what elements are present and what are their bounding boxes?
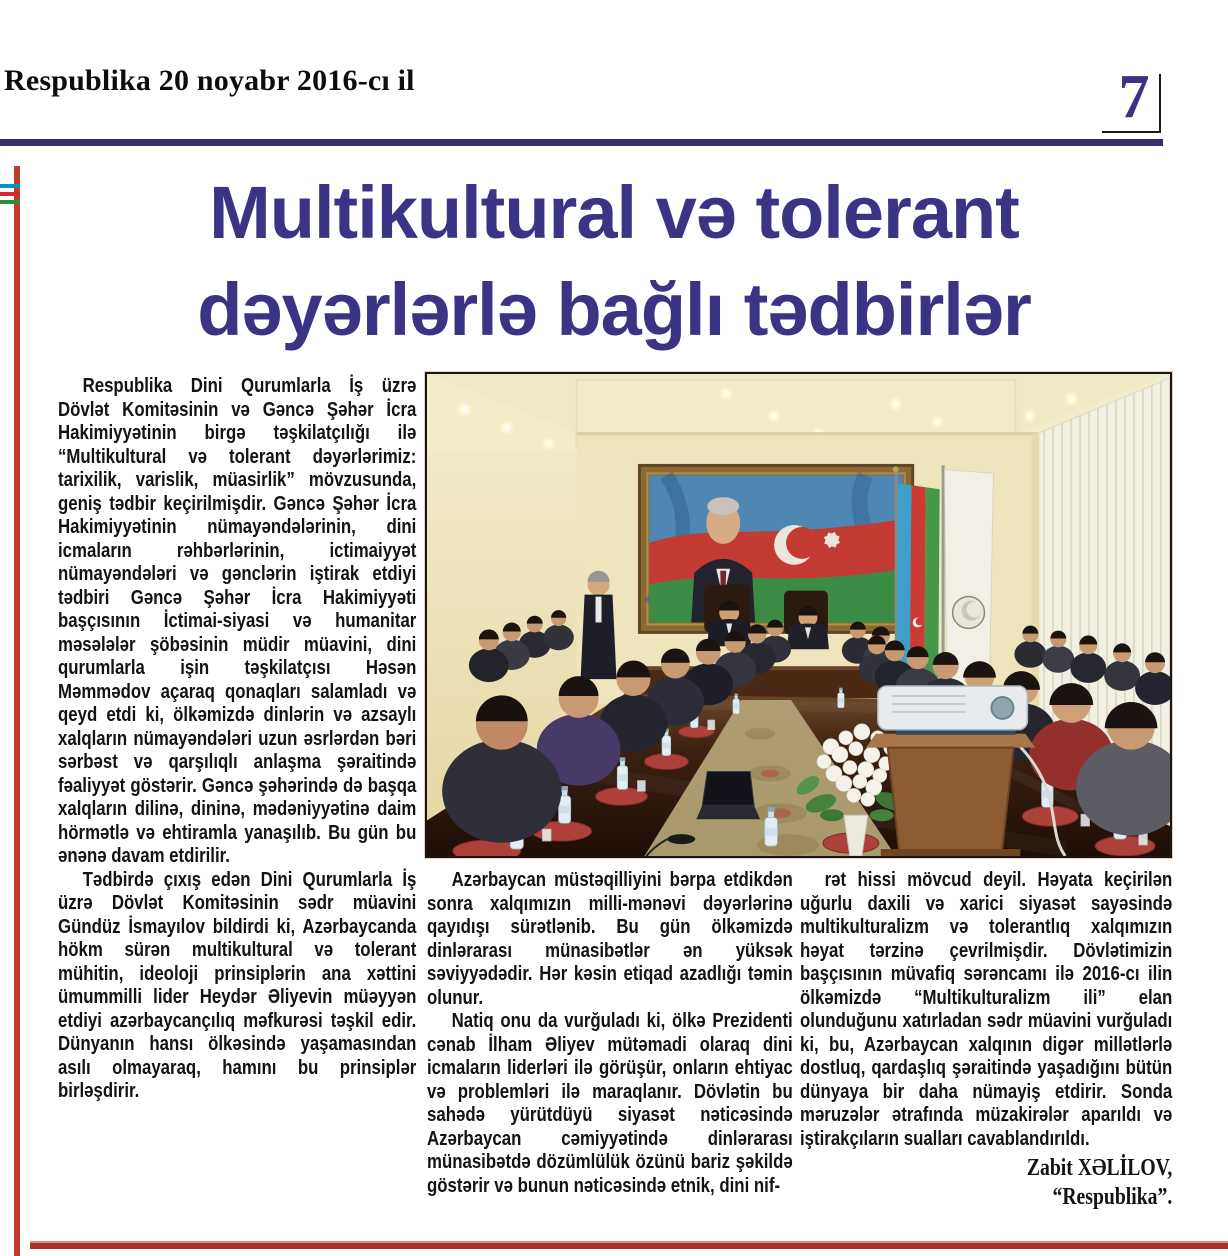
paragraph: Azərbaycan müstəqilliyini bərpa etdikdən sonra xalqımızın milli-mənəvi dəyərlərinə qayıdışı sürətlənib. Bu gün ölkəmizdə dinlərarası münasibətlər ən yüksək səviyyədədir. Hər kəsin etiqad azadlığı təmin olunur. <box>427 868 793 1009</box>
page-number-horizontal-rule <box>1102 131 1161 133</box>
article-column-2 <box>427 868 793 1197</box>
paragraph: Respublika Dini Qurumlarla İş üzrə Dövlət Komitəsinin və Gəncə Şəhər İcra Hakimiyyətinin birgə təşkilatçılığı ilə “Multikultural və tolerant dəyərlərimiz: tarixilik, varislik, müasirlik” mövzusunda, geniş tədbir keçirilmişdir. Gəncə Şəhər İcra Hakimiyyətinin nümayəndələrinin, dini icmaların rəhbərlərinin, ictimaiyyət nümayəndələri və gənclərin iştirak etdiyi tədbiri Gəncə Şəhər İcra Hakimiyyəti başçısının İctimai-siyasi və humanitar məsələlər şöbəsinin müdir müavini, dini qurumlarla işin təşkilatçısı Həsən Məmmədov açaraq qonaqları salamladı və qeyd etdi ki, ölkəmizdə dinlərin və azsaylı xalqların nümayəndələri uzun əsrlərdən bəri sərbəst və qarşılıqlı anlaşma şəraitində fəaliyyət göstərir. Gəncə şəhərində də başqa xalqların dilinə, dininə, mədəniyyətinə daim hörmətlə və ehtiramla yanaşılıb. Bu gün bu ənənə davam etdirilir. <box>58 374 417 867</box>
article-column-1 <box>58 374 416 1103</box>
flag-stripe-blue <box>0 184 20 188</box>
conference-room-scene <box>427 374 1170 856</box>
byline-source: “Respublika”. <box>1052 1184 1173 1210</box>
masthead-title: Respublika 20 noyabr 2016-cı il <box>4 64 415 97</box>
page-number-vertical-rule <box>1159 74 1161 132</box>
byline-author: Zabit XƏLİLOV, <box>1026 1155 1173 1181</box>
laptop <box>696 772 760 820</box>
page-number: 7 <box>1118 63 1150 131</box>
footer-rule <box>30 1241 1228 1249</box>
headline-line-1: Multikultural və tolerant <box>209 171 1019 254</box>
paragraph: Natiq onu da vurğuladı ki, ölkə Prezidenti cənab İlham Əliyev mütəmadi olaraq dini icmaların liderləri ilə görüşür, onların ehtiyac və problemləri ilə maraqlanır. Dövlətin bu sahədə yürütdüyü siyasət nəticəsində Azərbaycan cəmiyyətində dinlərarası münasibətdə dözümlülük özünü bariz şəkildə göstərir və bunun nəticəsində etnik, dini nif- <box>427 1009 793 1197</box>
headline-line-2: dəyərlərlə bağlı tədbirlər <box>197 268 1031 351</box>
flag-stripe-green <box>0 200 20 204</box>
paragraph: rət hissi mövcud deyil. Həyata keçirilən uğurlu daxili və xarici siyasət sayəsində multikulturalizm və tolerantlıq xalqımızın həyat tərzinə çevrilmişdir. Dövlətimizin başçısının müvafiq sərəncamı ilə 2016-cı ilin ölkəmizdə “Multikulturalizm ili” elan olunduğunu xatırladan sədr müavini vurğuladı ki, bu, Azərbaycan xalqının digər millətlərlə dostluq, qardaşlıq şəraitində yaşadığını bütün dünyaya bir daha nümayiş etdirir. Sonda məruzələr ətrafında müzakirələr aparıldı və iştirakçıların sualları cavablandırıldı. <box>800 868 1173 1150</box>
article-headline <box>58 164 1170 358</box>
heydar-aliyev-portrait <box>639 465 912 632</box>
byline <box>800 1154 1172 1212</box>
conference-photo <box>425 372 1172 858</box>
flag-stripe-red <box>0 192 20 196</box>
header-rule <box>0 139 1163 146</box>
projector <box>878 686 1028 730</box>
left-margin-rule <box>14 166 20 1256</box>
paragraph: Tədbirdə çıxış edən Dini Qurumlarla İş üzrə Dövlət Komitəsinin sədr müavini Gündüz İsmayılov bildirdi ki, Azərbaycanda hökm sürən multikultural və tolerant mühitin, ideoloji prinsiplərin ana xəttini ümummilli lider Heydər Əliyevin müəyyən etdiyi azərbaycançılıq məfkurəsi təşkil edir. Dünyanın hansı ölkəsində yaşamasından asılı olmayaraq, hamını bu prinsiplər birləşdirir. <box>58 867 417 1102</box>
article-column-3 <box>800 868 1172 1212</box>
